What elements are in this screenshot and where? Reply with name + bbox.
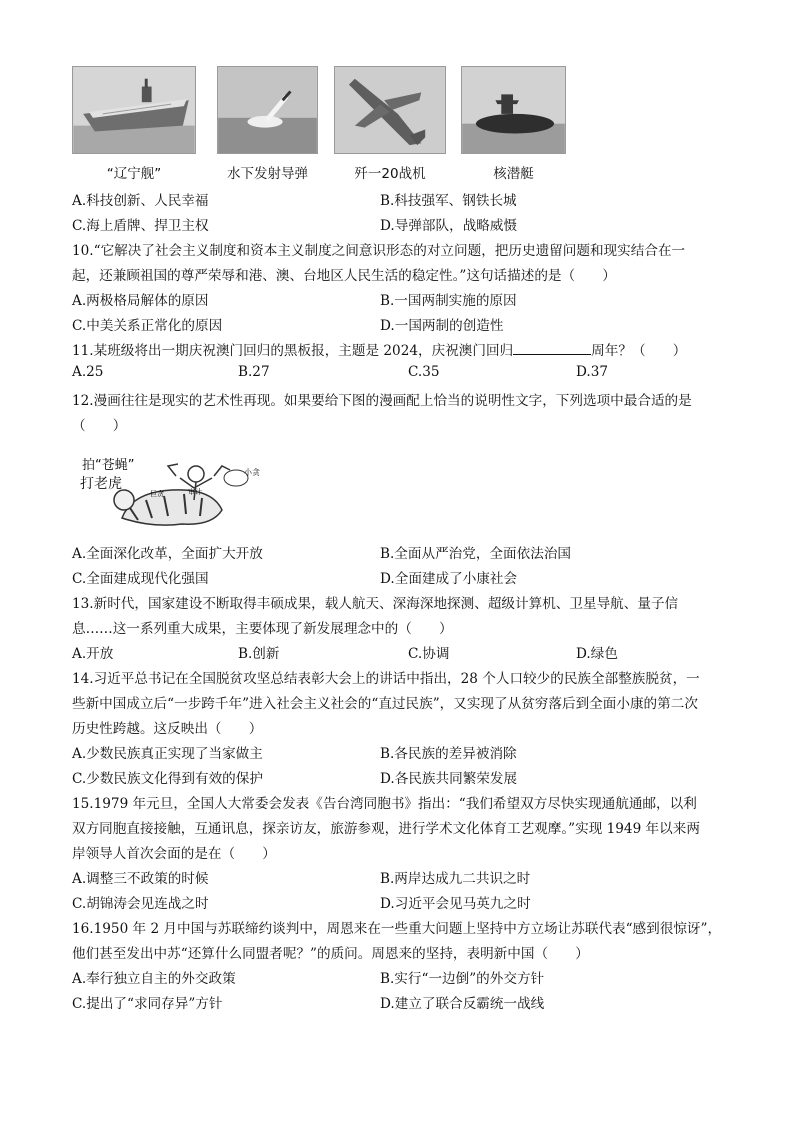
q12-option-b: B.全面从严治党，全面依法治国 <box>380 546 572 562</box>
q9-option-d: D.导弹部队，战略威慑 <box>380 218 518 234</box>
q13-option-c: C.协调 <box>408 646 450 662</box>
q12-option-a: A.全面深化改革，全面扩大开放 <box>72 546 263 562</box>
q13-stem-line-2: 息……这一系列重大成果，主要体现了新发展理念中的（ ） <box>72 621 453 637</box>
q9-option-c: C.海上盾牌、捍卫主权 <box>72 218 209 234</box>
q10-option-a: A.两极格局解体的原因 <box>72 293 209 309</box>
photo-caption: “辽宁舰” <box>106 166 162 182</box>
photo-aircraft-carrier <box>72 66 196 182</box>
photo-caption: 水下发射导弹 <box>227 166 308 182</box>
q12-option-c: C.全面建成现代化强国 <box>72 571 209 587</box>
q14-option-b: B.各民族的差异被消除 <box>380 746 517 762</box>
q9-option-a: A.科技创新、人民幸福 <box>72 193 209 209</box>
q11-stem <box>72 339 732 359</box>
cartoon-label-swat-flies: 拍“苍蝇” <box>82 458 135 473</box>
q14-option-c: C.少数民族文化得到有效的保护 <box>72 771 263 787</box>
q11-option-d: D.37 <box>576 364 609 380</box>
photo-caption: 核潜艇 <box>493 166 534 182</box>
fighter-jet-icon <box>334 66 446 154</box>
q10-option-d: D.一国两制的创造性 <box>380 318 504 334</box>
cartoon-image <box>72 448 272 532</box>
q15-option-c: C.胡锦涛会见连战之时 <box>72 896 209 912</box>
q10-stem-line-1: 10.“它解决了社会主义制度和资本主义制度之间意识形态的对立问题，把历史遗留问题和现实结合在一 <box>72 243 686 259</box>
photo-strip <box>72 66 572 184</box>
q10-option-b: B.一国两制实施的原因 <box>380 293 517 309</box>
cartoon-label-petty: 小贪 <box>244 468 260 477</box>
q13-option-d: D.绿色 <box>576 646 618 662</box>
q14-stem-line-1: 14.习近平总书记在全国脱贫攻坚总结表彰大会上的讲话中指出，28 个人口较少的民族全部整族脱贫，一 <box>72 671 700 687</box>
q11-option-b: B.27 <box>238 364 270 380</box>
aircraft-carrier-icon <box>72 66 196 154</box>
q16-option-c: C.提出了“求同存异”方针 <box>72 996 223 1012</box>
tiger-label-1: 巨贪 <box>150 490 164 498</box>
photo-missile-launch <box>217 66 318 182</box>
q13-option-a: A.开放 <box>72 646 114 662</box>
q15-stem-line-3: 岸领导人首次会面的是在（ ） <box>72 846 276 862</box>
q15-stem-line-2: 双方同胞直接接触，互通讯息，探亲访友，旅游参观，进行学术文化体育工艺观摩。”实现 1949 年以来两 <box>72 821 700 837</box>
q14-stem-line-3: 历史性跨越。这反映出（ ） <box>72 721 263 737</box>
q15-option-a: A.调整三不政策的时候 <box>72 871 209 887</box>
q14-option-d: D.各民族共同繁荣发展 <box>380 771 518 787</box>
q12-option-d: D.全面建成了小康社会 <box>380 571 518 587</box>
q16-stem-line-2: 他们甚至发出中苏“还算什么同盟者呢？”的质问。周恩来的坚持，表明新中国（ ） <box>72 946 589 962</box>
q16-option-a: A.奉行独立自主的外交政策 <box>72 971 236 987</box>
q13-option-b: B.创新 <box>238 646 280 662</box>
photo-submarine <box>461 66 566 182</box>
q9-option-b: B.科技强军、钢铁长城 <box>380 193 517 209</box>
q14-option-a: A.少数民族真正实现了当家做主 <box>72 746 263 762</box>
q11-option-a: A.25 <box>72 364 104 380</box>
tiger-label-2: 审计 <box>188 488 202 496</box>
q10-stem-line-2: 起，还兼顾祖国的尊严荣辱和港、澳、台地区人民生活的稳定性。”这句话描述的是（ ） <box>72 268 616 284</box>
photo-caption: 歼一20战机 <box>354 166 426 182</box>
q15-stem-line-1: 15.1979 年元旦，全国人大常委会发表《告台湾同胞书》指出：“我们希望双方尽快实现通航通邮，以利 <box>72 796 697 812</box>
submarine-icon <box>461 66 566 154</box>
photo-fighter-jet <box>334 66 446 182</box>
q14-stem-line-2: 些新中国成立后“一步跨千年”进入社会主义社会的“直过民族”，又实现了从贫穷落后到全面小康的第二次 <box>72 696 698 712</box>
missile-launch-icon <box>217 66 318 154</box>
cartoon-label-beat-tigers: 打老虎 <box>80 476 122 492</box>
q16-stem-line-1: 16.1950 年 2 月中国与苏联缔约谈判中，周恩来在一些重大问题上坚持中方立场让苏联代表“感到很惊讶”， <box>72 921 722 937</box>
q16-option-b: B.实行“一边倒”的外交方针 <box>380 971 545 987</box>
q13-stem-line-1: 13.新时代，国家建设不断取得丰硕成果，载人航天、深海深地探测、超级计算机、卫星导航、量子信 <box>72 596 679 612</box>
q12-stem-line-2: （ ） <box>72 418 127 434</box>
q11-option-c: C.35 <box>408 364 440 380</box>
q15-option-d: D.习近平会见马英九之时 <box>380 896 531 912</box>
q11-stem-before: 11.某班级将出一期庆祝澳门回归的黑板报，主题是 2024，庆祝澳门回归 <box>72 343 514 359</box>
q16-option-d: D.建立了联合反霸统一战线 <box>380 996 545 1012</box>
q12-stem-line-1: 12.漫画往往是现实的艺术性再现。如果要给下图的漫画配上恰当的说明性文字，下列选项中最合适的是 <box>72 393 692 409</box>
answer-blank <box>513 342 591 355</box>
q15-option-b: B.两岸达成九二共识之时 <box>380 871 531 887</box>
q11-stem-after: 周年？（ ） <box>591 343 687 359</box>
q10-option-c: C.中美关系正常化的原因 <box>72 318 223 334</box>
